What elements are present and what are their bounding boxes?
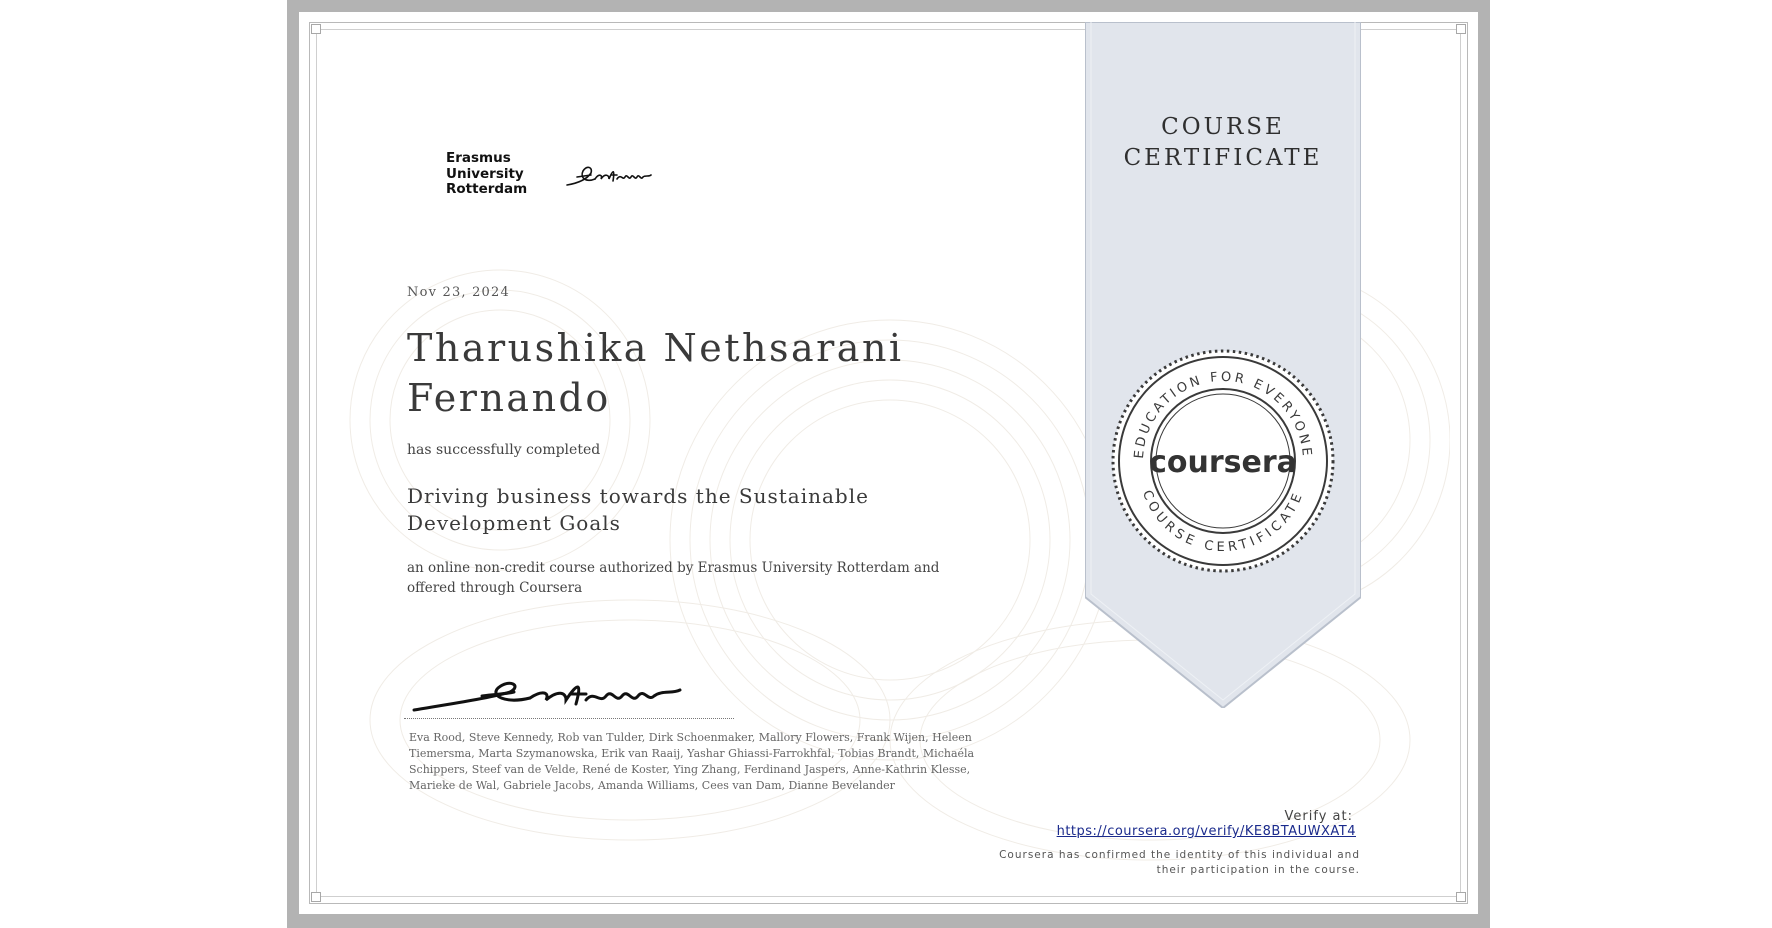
verify-label: Verify at: <box>1284 809 1353 824</box>
instructor-signature-icon <box>410 668 730 718</box>
verification-note-line: Coursera has confirmed the identity of this individual and <box>999 849 1360 861</box>
recipient-name: Tharushika Nethsarani Fernando <box>407 326 904 420</box>
ribbon-title-line1: COURSE <box>1161 114 1285 140</box>
erasmus-signature-icon <box>565 155 655 193</box>
verify-link[interactable]: https://coursera.org/verify/KE8BTAUWXAT4 <box>1056 824 1356 839</box>
seal-ring-top: EDUCATION FOR EVERYONE <box>1131 369 1315 460</box>
instructor-list: Eva Rood, Steve Kennedy, Rob van Tulder, Dirk Schoenmaker, Mallory Flowers, Frank Wijen, Heleen Tiemersma, Marta Szymanowska, Erik van Raaij, Yashar Ghiassi-Farrokhfal, Tobias Brandt, Michaéla Schippers, Steef van de Velde, René de Koster, Ying Zhang, Ferdinand Jaspers, Anne-Kathrin Klesse, Marieke de Wal, Gabriele Jacobs, Amanda Williams, Cees van Dam, Dianne Bevelander <box>409 731 975 792</box>
course-description: an online non-credit course authorized by Erasmus University Rotterdam and offered through Coursera <box>407 560 940 596</box>
coursera-seal <box>1109 347 1337 575</box>
verification-note-line: their participation in the course. <box>1156 864 1360 876</box>
issue-date: Nov 23, 2024 <box>407 285 510 300</box>
university-name-line: University <box>446 165 524 182</box>
ribbon-title <box>1085 112 1361 174</box>
university-name-line: Erasmus <box>446 150 511 166</box>
corner-ornament <box>311 24 321 34</box>
corner-ornament <box>311 892 321 902</box>
ribbon-title-line2: CERTIFICATE <box>1123 145 1323 171</box>
corner-ornament <box>1456 892 1466 902</box>
verification-note <box>960 848 1360 878</box>
seal-brand: coursera <box>1149 445 1297 480</box>
signature-line <box>404 718 734 719</box>
completion-statement: has successfully completed <box>407 442 601 458</box>
seal-ring-bottom: COURSE CERTIFICATE <box>1138 488 1308 556</box>
university-logo-text <box>446 151 527 198</box>
corner-ornament <box>1456 24 1466 34</box>
university-name-line: Rotterdam <box>446 181 528 197</box>
course-title: Driving business towards the Sustainable Development Goals <box>407 484 869 535</box>
